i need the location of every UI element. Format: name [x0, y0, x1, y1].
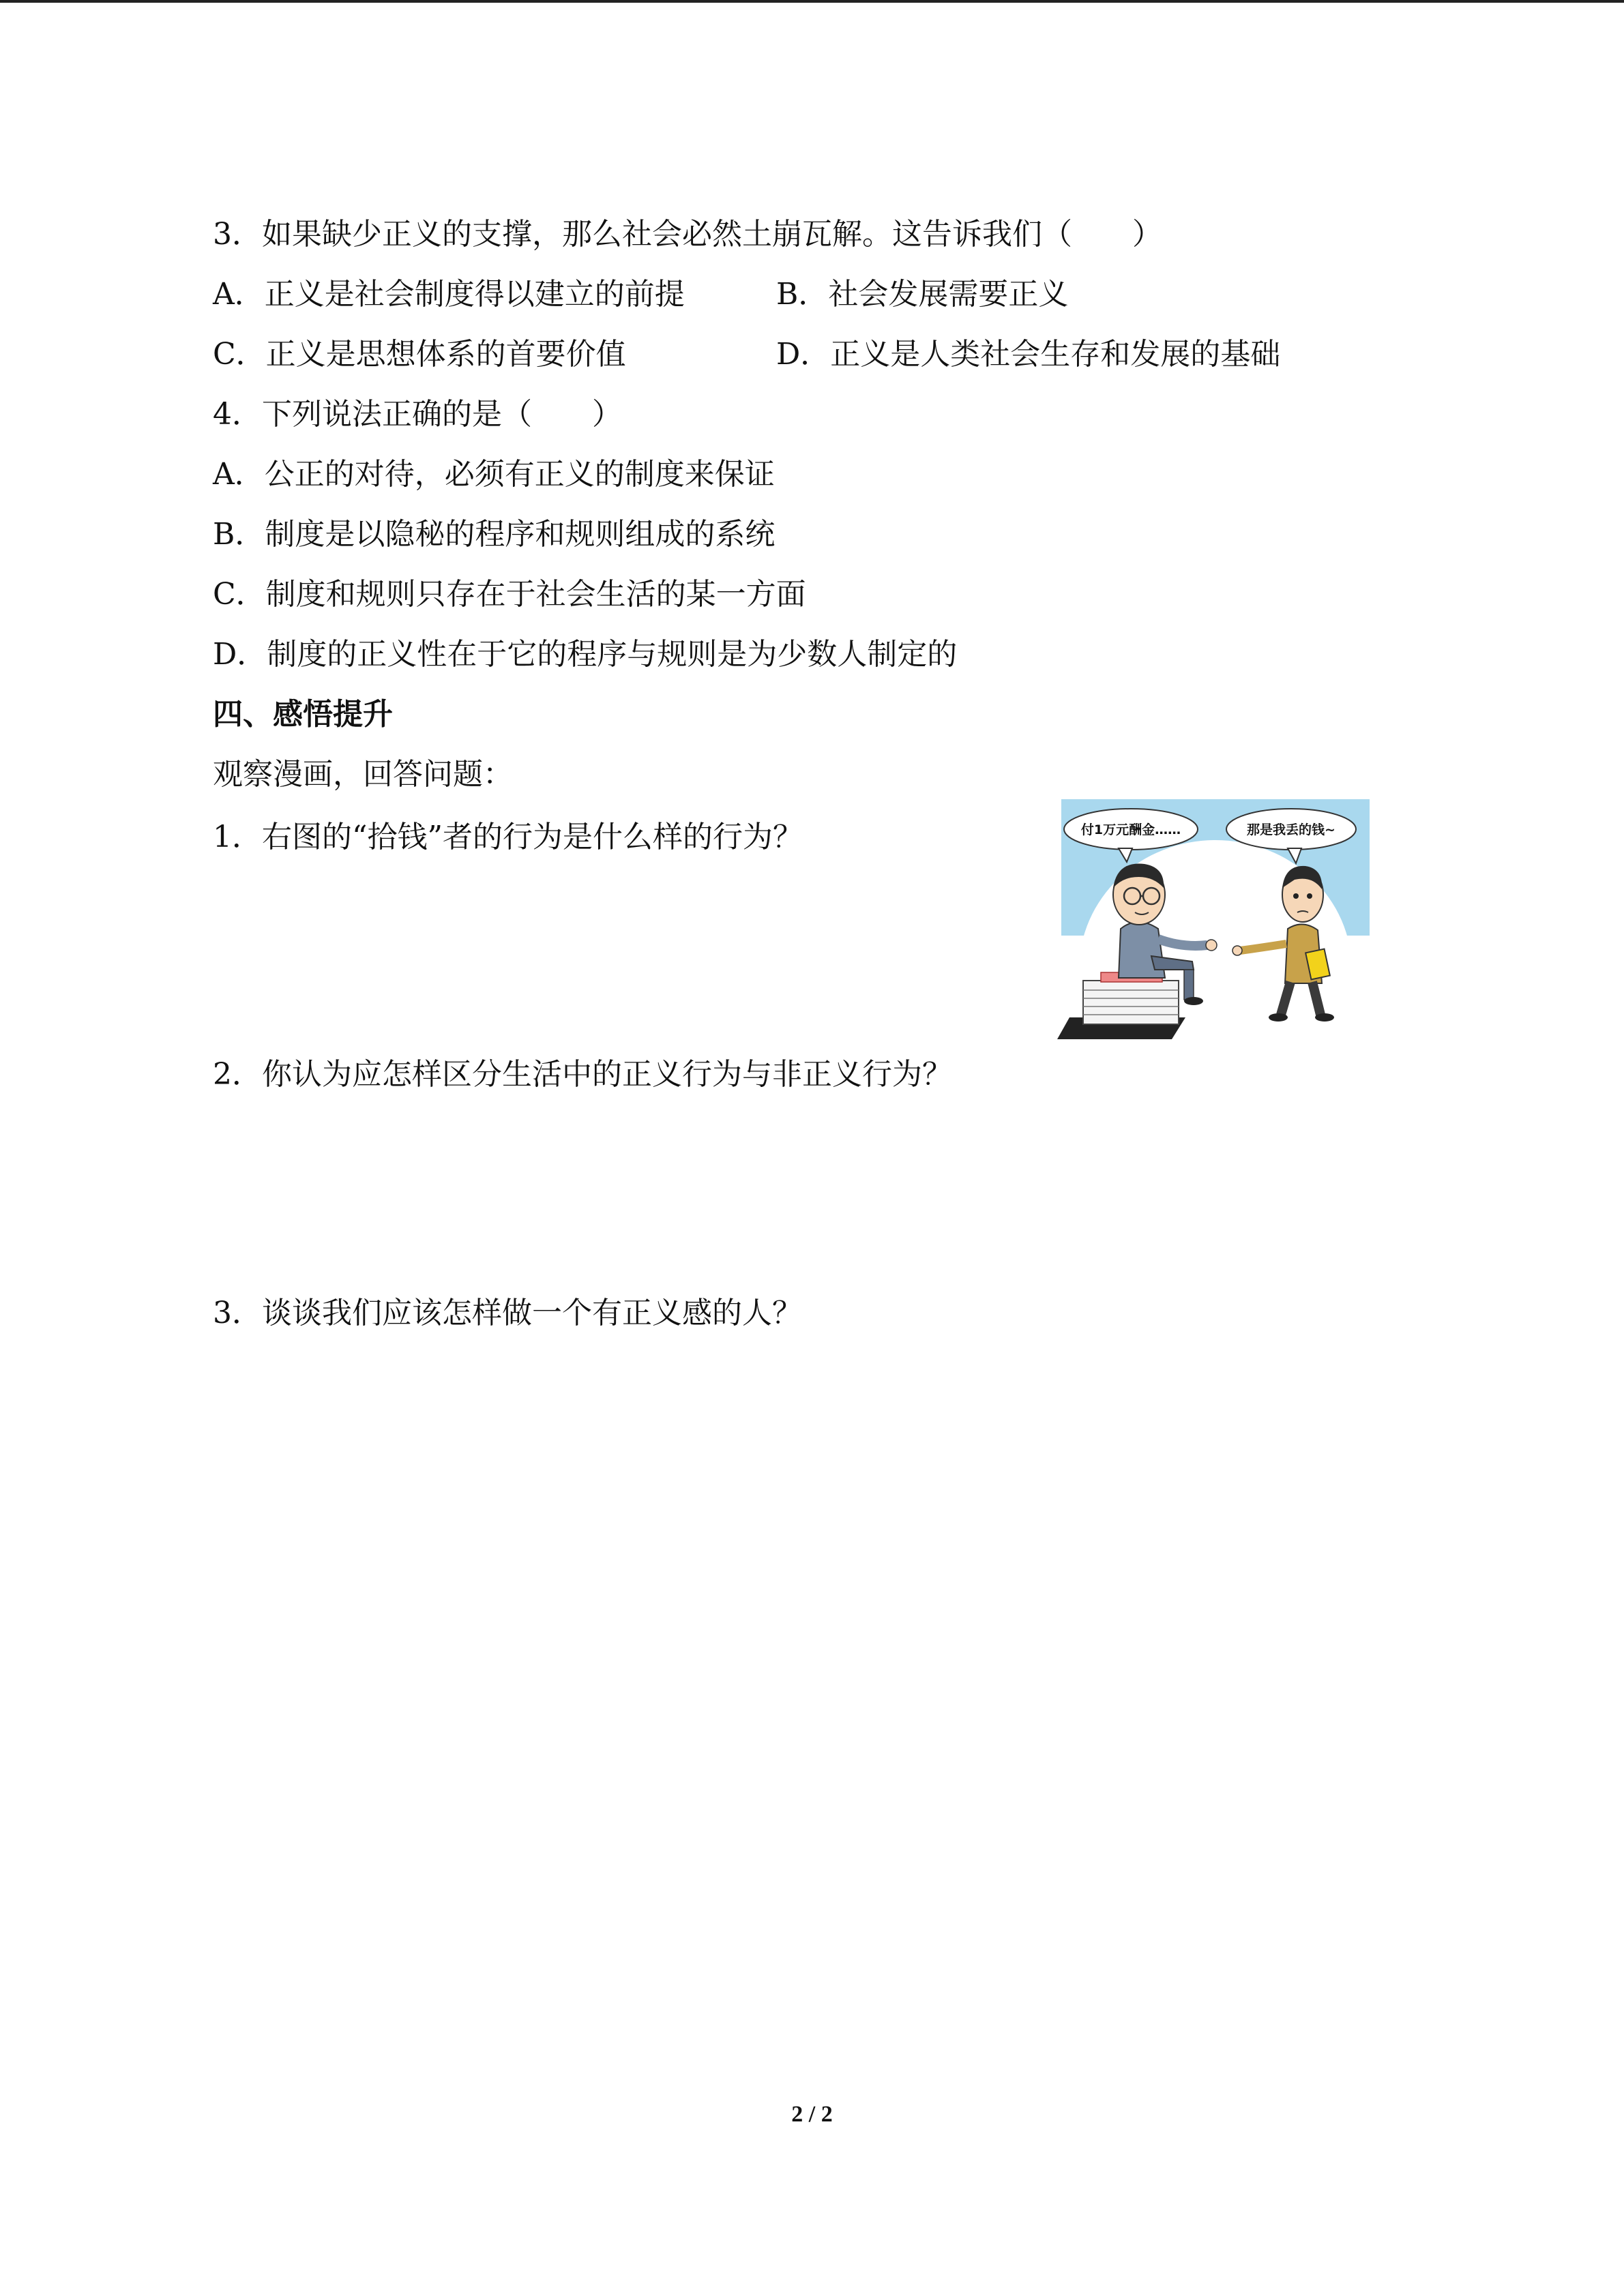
- section-4-heading: 四、感悟提升: [213, 697, 393, 732]
- question-3-stem: 3．如果缺少正义的支撑，那么社会必然土崩瓦解。这告诉我们（ ）: [213, 217, 1162, 252]
- question-4-stem: 4．下列说法正确的是（ ）: [213, 397, 622, 432]
- question-3-option-b: B．社会发展需要正义: [776, 277, 1069, 312]
- svg-text:那是我丢的钱~: 那是我丢的钱~: [1247, 822, 1335, 837]
- question-4-option-c: C．制度和规则只存在于社会生活的某一方面: [213, 577, 806, 612]
- question-4-option-a: A．公正的对待，必须有正义的制度来保证: [213, 457, 775, 492]
- question-3-option-d: D．正义是人类社会生存和发展的基础: [776, 337, 1281, 372]
- svg-text:付1万元酬金……: 付1万元酬金……: [1080, 822, 1181, 837]
- question-4-option-b: B．制度是以隐秘的程序和规则组成的系统: [213, 517, 776, 552]
- question-3-option-a: A．正义是社会制度得以建立的前提: [213, 277, 685, 312]
- cartoon-illustration: [1056, 799, 1370, 1045]
- page-number: 2 / 2: [791, 2102, 833, 2127]
- money-stack: [1083, 972, 1179, 1024]
- page-top-border: [0, 0, 1624, 3]
- question-4-option-d: D．制度的正义性在于它的程序与规则是为少数人制定的: [213, 637, 958, 672]
- section-4-intro: 观察漫画，回答问题：: [213, 757, 513, 792]
- section-4-question-2: 2．你认为应怎样区分生活中的正义行为与非正义行为？: [213, 1057, 952, 1092]
- section-4-question-1: 1．右图的“拾钱”者的行为是什么样的行为？: [213, 820, 803, 854]
- section-4-question-3: 3．谈谈我们应该怎样做一个有正义感的人？: [213, 1296, 802, 1330]
- question-3-option-c: C．正义是思想体系的首要价值: [213, 337, 626, 372]
